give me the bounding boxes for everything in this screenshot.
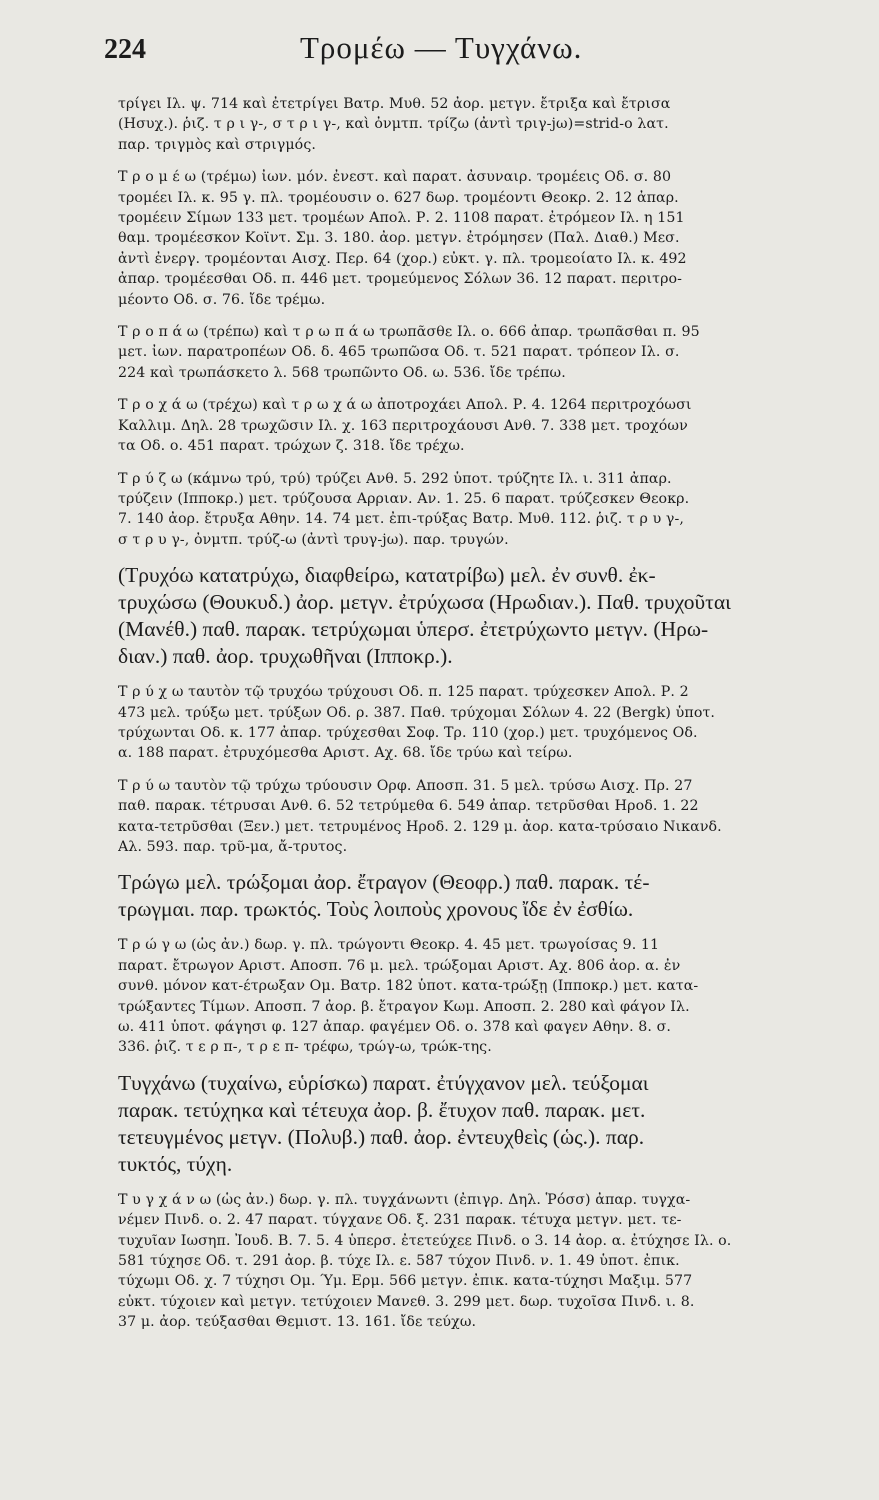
entry-line: τυκτός, τύχη. [118, 1151, 233, 1176]
entry-line: νέμεν Πινδ. ο. 2. 47 παρατ. τύγχανε Οδ. ξ. 231 παρακ. τέτυχα μετγν. μετ. τε- [118, 1212, 682, 1229]
entry-line: (Μανέθ.) παθ. παρακ. τετρύχωμαι ὑπερσ. ἐτετρύχωντο μετγν. (Ηρω- [118, 617, 709, 642]
entry-line: Τ ρ ύ χ ω ταυτὸν τῷ τρυχόω τρύχουσι Οδ. π. 125 παρατ. τρύχεσκεν Απολ. Ρ. 2 [118, 684, 689, 701]
dictionary-entry [118, 1070, 827, 1178]
entry-line: 224 καὶ τρωπάσκετο λ. 568 τρωπῶντο Οδ. ω. 536. ἴδε τρέπω. [118, 364, 566, 381]
entry-line: τρομέειν Σίμων 133 μετ. τρομέων Απολ. Ρ. 2. 1108 παρατ. ἐτρόμεον Ιλ. η 151 [118, 210, 685, 227]
entry-line: Τ υ γ χ ά ν ω (ὡς ἀν.) δωρ. γ. πλ. τυγχάνωντι (ἐπιγρ. Δηλ. Ῥόσσ) ἀπαρ. τυγχα- [118, 1191, 691, 1208]
entry-line: α. 188 παρατ. ἐτρυχόμεσθα Αριστ. Αχ. 68. ἴδε τρύω καὶ τείρω. [118, 745, 573, 762]
entry-line: Αλ. 593. παρ. τρῦ-μα, ἄ-τρυτος. [118, 838, 348, 855]
entry-line: Τ ρ ο χ ά ω (τρέχω) καὶ τ ρ ω χ ά ω ἀποτροχάει Απολ. Ρ. 4. 1264 περιτροχόωσι [118, 397, 692, 414]
entry-line: Τ ρ ύ ζ ω (κάμνω τρύ, τρύ) τρύζει Ανθ. 5. 292 ὑποτ. τρύζητε Ιλ. ι. 311 ἀπαρ. [118, 470, 672, 487]
entry-line: διαν.) παθ. ἀορ. τρυχωθῆναι (Ιπποκρ.). [118, 644, 453, 669]
entry-line: 581 τύχησε Οδ. τ. 291 ἀορ. β. τύχε Ιλ. ε. 587 τύχον Πινδ. ν. 1. 49 ὑποτ. ἐπικ. [118, 1253, 680, 1270]
entry-line: τρυχώσω (Θουκυδ.) ἀορ. μετγν. ἐτρύχωσα (Ηρωδιαν.). Παθ. τρυχοῦται [118, 590, 731, 615]
entry-line: ἀπαρ. τρομέεσθαι Οδ. π. 446 μετ. τρομεύμενος Σόλων 36. 12 παρατ. περιτρο- [118, 271, 683, 288]
running-title: Τρομέω — Τυγχάνω. [300, 30, 583, 65]
entry-line: Τ ρ ο π ά ω (τρέπω) καὶ τ ρ ω π ά ω τρωπᾶσθε Ιλ. ο. 666 ἀπαρ. τρωπᾶσθαι π. 95 [118, 324, 700, 341]
entry-line: τρομέει Ιλ. κ. 95 γ. πλ. τρομέουσιν ο. 627 δωρ. τρομέοντι Θεοκρ. 2. 12 ἀπαρ. [118, 189, 679, 206]
dictionary-entry [118, 395, 827, 456]
entry-line: (Ησυχ.). ῥιζ. τ ρ ι γ-, σ τ ρ ι γ-, καὶ ὀνμτπ. τρίζω (ἀντὶ τριγ-jω)=strid-o λατ. [118, 116, 669, 133]
entry-line: μετ. ἰων. παρατροπέων Οδ. δ. 465 τρωπῶσα Οδ. τ. 521 παρατ. τρόπεον Ιλ. σ. [118, 344, 680, 361]
entry-line: 37 μ. ἀορ. τεύξασθαι Θεμιστ. 13. 161. ἴδε τεύχω. [118, 1314, 477, 1331]
entry-line: Τυγχάνω (τυχαίνω, εὑρίσκω) παρατ. ἐτύγχανον μελ. τεύξομαι [118, 1070, 649, 1095]
entry-line: 336. ῥιζ. τ ε ρ π-, τ ρ ε π- τρέφω, τρώγ-ω, τρώκ-της. [118, 1039, 492, 1056]
dictionary-entry [118, 869, 827, 923]
entry-line: κατα-τετρῦσθαι (Ξεν.) μετ. τετρυμένος Ηροδ. 2. 129 μ. ἀορ. κατα-τρύσαιο Νικανδ. [118, 818, 722, 835]
entry-line: εὐκτ. τύχοιεν καὶ μετγν. τετύχοιεν Μανεθ. 3. 299 μετ. δωρ. τυχοῖσα Πινδ. ι. 8. [118, 1293, 695, 1310]
entry-line: τρίγει Ιλ. ψ. 714 καὶ ἐτετρίγει Βατρ. Μυθ. 52 ἀορ. μετγν. ἔτριξα καὶ ἔτρισα [118, 96, 671, 112]
entry-line: τύχωμι Οδ. χ. 7 τύχησι Ομ. Ύμ. Ερμ. 566 μετγν. ἐπικ. κατα-τύχησι Μαξιμ. 577 [118, 1273, 693, 1290]
dictionary-entry [118, 94, 827, 155]
entry-line: παρ. τριγμὸς καὶ στριγμός. [118, 136, 316, 153]
entry-line: Τ ρ ώ γ ω (ὡς ἀν.) δωρ. γ. πλ. τρώγοντι Θεοκρ. 4. 45 μετ. τρωγοίσας 9. 11 [118, 937, 660, 954]
entry-line: τρωγμαι. παρ. τρωκτός. Τοὺς λοιποὺς χρονους ἴδε ἐν ἐσθίω. [118, 897, 634, 922]
entry-line: Τρώγω μελ. τρώξομαι ἀορ. ἔτραγον (Θεοφρ.) παθ. παρακ. τέ- [118, 870, 650, 895]
entry-line: Καλλιμ. Δηλ. 28 τρωχῶσιν Ιλ. χ. 163 περιτροχάουσι Ανθ. 7. 338 μετ. τροχόων [118, 417, 688, 434]
dictionary-entry [118, 322, 827, 383]
entry-line: (Τρυχόω κατατρύχω, διαφθείρω, κατατρίβω) μελ. ἐν συνθ. ἐκ- [118, 563, 656, 588]
entry-line: Τ ρ ο μ έ ω (τρέμω) ἰων. μόν. ἐνεστ. καὶ παρατ. ἀσυναιρ. τρομέεις Οδ. σ. 80 [118, 169, 672, 186]
entry-line: ω. 411 ὑποτ. φάγησι φ. 127 ἀπαρ. φαγέμεν Οδ. ο. 378 καὶ φαγεν Αθην. 8. σ. [118, 1019, 672, 1035]
entry-line: παθ. παρακ. τέτρυσαι Ανθ. 6. 52 τετρύμεθα 6. 549 ἀπαρ. τετρῦσθαι Ηροδ. 1. 22 [118, 798, 699, 815]
page-number: 224 [104, 34, 146, 65]
entry-line: θαμ. τρομέεσκον Κοϊντ. Σμ. 3. 180. ἀορ. μετγν. ἐτρόμησεν (Παλ. Διαθ.) Μεσ. [118, 230, 680, 247]
entry-line: παρακ. τετύχηκα καὶ τέτευχα ἀορ. β. ἔτυχον παθ. παρακ. μετ. [118, 1097, 646, 1122]
entry-line: τρώξαντες Τίμων. Αποσπ. 7 ἀορ. β. ἔτραγον Κωμ. Αποσπ. 2. 280 καὶ φάγον Ιλ. [118, 998, 690, 1015]
dictionary-entry [118, 562, 827, 670]
dictionary-entry [118, 469, 827, 551]
entry-line: Τ ρ ύ ω ταυτὸν τῷ τρύχω τρύουσιν Ορφ. Αποσπ. 31. 5 μελ. τρύσω Αισχ. Πρ. 27 [118, 777, 693, 794]
dictionary-entry [118, 167, 827, 310]
entry-line: σ τ ρ υ γ-, ὀνμτπ. τρύζ-ω (ἀντὶ τρυγ-jω). παρ. τρυγών. [118, 531, 509, 548]
entry-line: 473 μελ. τρύξω μετ. τρύξων Οδ. ρ. 387. Παθ. τρύχομαι Σόλων 4. 22 (Bergk) ὑποτ. [118, 704, 716, 721]
entry-line: μέοντο Οδ. σ. 76. ἴδε τρέμω. [118, 291, 326, 308]
entry-line: τετευγμένος μετγν. (Πολυβ.) παθ. ἀορ. ἐντευχθεὶς (ὡς.). παρ. [118, 1124, 645, 1149]
entry-line: τρύζειν (Ιπποκρ.) μετ. τρύζουσα Αρριαν. Αν. 1. 25. 6 παρατ. τρύζεσκεν Θεοκρ. [118, 490, 690, 507]
entry-line: τυχυῖαν Ιωσηπ. Ἰουδ. Β. 7. 5. 4 ὑπερσ. ἐτετεύχεε Πινδ. ο 3. 14 ἀορ. α. ἐτύχησε Ιλ. ο. [118, 1232, 732, 1249]
page-header [104, 30, 827, 82]
entry-line: συνθ. μόνον κατ-έτρωξαν Ομ. Βατρ. 182 ὑποτ. κατα-τρώξῃ (Ιπποκρ.) μετ. κατα- [118, 978, 699, 995]
entry-line: ἀντὶ ἐνεργ. τρομέονται Αισχ. Περ. 64 (χορ.) εὐκτ. γ. πλ. τρομεοίατο Ιλ. κ. 492 [118, 250, 687, 267]
entry-line: παρατ. ἔτρωγον Αριστ. Αποσπ. 76 μ. μελ. τρώξομαι Αριστ. Αχ. 806 ἀορ. α. ἐν [118, 957, 681, 974]
entry-line: 7. 140 ἀορ. ἔτρυξα Αθην. 14. 74 μετ. ἐπι-τρύξας Βατρ. Μυθ. 112. ῥιζ. τ ρ υ γ-, [118, 511, 684, 528]
entry-line: τρύχωνται Οδ. κ. 177 ἀπαρ. τρύχεσθαι Σοφ. Τρ. 110 (χορ.) μετ. τρυχόμενος Οδ. [118, 724, 698, 741]
dictionary-entry [118, 776, 827, 858]
dictionary-entry [118, 682, 827, 764]
dictionary-entry [118, 935, 827, 1057]
dictionary-entries [118, 94, 827, 1333]
entry-line: τα Οδ. ο. 451 παρατ. τρώχων ζ. 318. ἴδε τρέχω. [118, 438, 465, 455]
dictionary-entry [118, 1190, 827, 1333]
